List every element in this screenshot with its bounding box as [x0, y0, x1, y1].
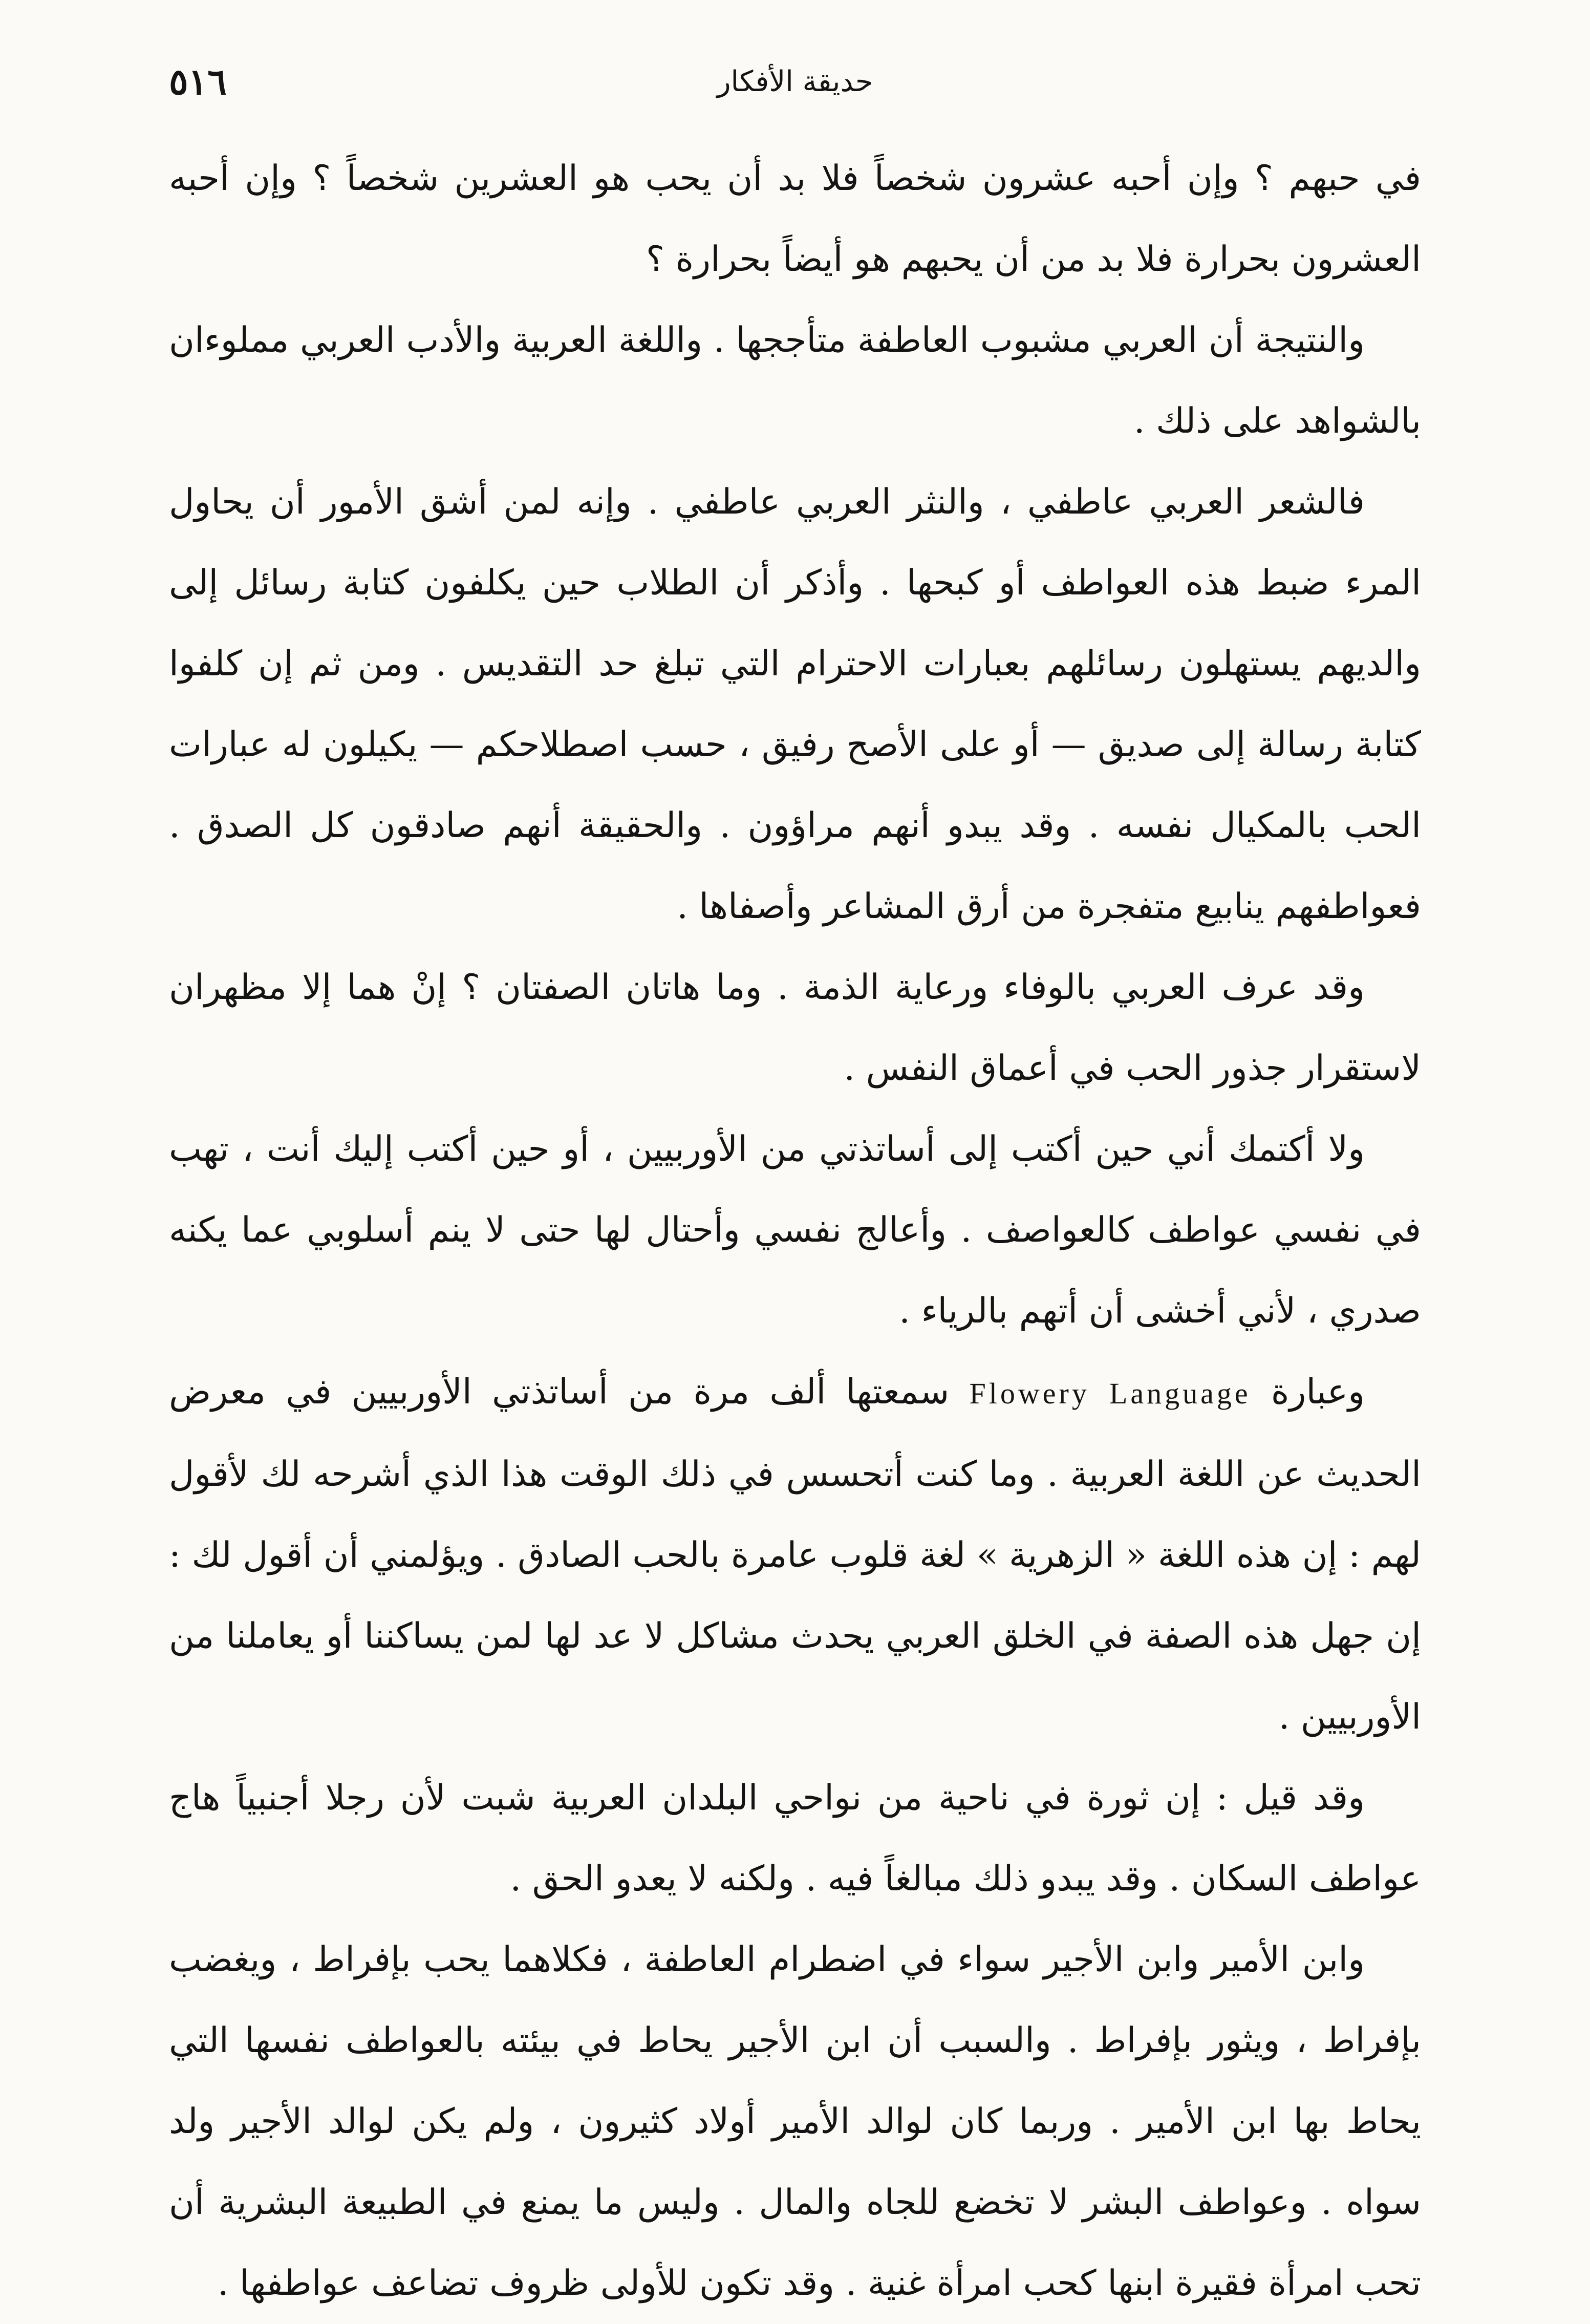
paragraph-3: فالشعر العربي عاطفي ، والنثر العربي عاطفي . وإنه لمن أشق الأمور أن يحاول المرء ضبط هذه العواطف أو كبحها . وأذكر أن الطلاب حين يكلفون كتابة رسائل إلى والديهم يستهلون رسائلهم بعبارات الاحترام التي تبلغ حد التقديس . ومن ثم إن كلفوا كتابة رسالة إلى صديق — أو على الأصح رفيق ، حسب اصطلاحكم — يكيلون له عبارات الحب بالمكيال نفسه . وقد يبدو أنهم مراؤون . والحقيقة أنهم صادقون كل الصدق . فعواطفهم ينابيع متفجرة من أرق المشاعر وأصفاها .	[169, 482, 1421, 927]
paragraph-6-lead: وعبارة	[1271, 1372, 1365, 1412]
body-text	[169, 138, 1421, 2324]
paragraph-4: وقد عرف العربي بالوفاء ورعاية الذمة . وما هاتان الصفتان ؟ إنْ هما إلا مظهران لاستقرار جذور الحب في أعماق النفس .	[169, 967, 1421, 1089]
latin-phrase: Flowery Language	[969, 1377, 1251, 1410]
running-title: حديقة الأفكار	[717, 65, 873, 98]
running-head	[169, 51, 1421, 113]
paragraph-6	[169, 1352, 1421, 1758]
paragraph-7: وقد قيل : إن ثورة في ناحية من نواحي البلدان العربية شبت لأن رجلا أجنبياً هاج عواطف السكان . وقد يبدو ذلك مبالغاً فيه . ولكنه لا يعدو الحق .	[169, 1778, 1421, 1899]
paragraph-2: والنتيجة أن العربي مشبوب العاطفة متأججها . واللغة العربية والأدب العربي مملوءان بالشواهد على ذلك .	[169, 320, 1421, 441]
paragraph-6-rest: سمعتها ألف مرة من أساتذتي الأوربيين في معرض الحديث عن اللغة العربية . وما كنت أتحسس في ذلك الوقت هذا الذي أشرحه لك لأقول لهم : إن هذه اللغة « الزهرية » لغة قلوب عامرة بالحب الصادق . ويؤلمني أن أقول لك : إن جهل هذه الصفة في الخلق العربي يحدث مشاكل لا عد لها لمن يساكننا أو يعاملنا من الأوربيين .	[169, 1372, 1422, 1737]
page-number: ٥١٦	[169, 60, 227, 103]
paragraph-5: ولا أكتمك أني حين أكتب إلى أساتذتي من الأوربيين ، أو حين أكتب إليك أنت ، تهب في نفسي عواطف كالعواصف . وأعالج نفسي وأحتال لها حتى لا ينم أسلوبي عما يكنه صدري ، لأني أخشى أن أتهم بالرياء .	[169, 1129, 1421, 1331]
paragraph-1: في حبهم ؟ وإن أحبه عشرون شخصاً فلا بد أن يحب هو العشرين شخصاً ؟ وإن أحبه العشرون بحرارة فلا بد من أن يحبهم هو أيضاً بحرارة ؟	[169, 158, 1421, 280]
paragraph-8: وابن الأمير وابن الأجير سواء في اضطرام العاطفة ، فكلاهما يحب بإفراط ، ويغضب بإفراط ، ويثور بإفراط . والسبب أن ابن الأجير يحاط في بيئته بالعواطف نفسها التي يحاط بها ابن الأمير . وربما كان لوالد الأمير أولاد كثيرون ، ولم يكن لوالد الأجير ولد سواه . وعواطف البشر لا تخضع للجاه والمال . وليس ما يمنع في الطبيعة البشرية أن تحب امرأة فقيرة ابنها كحب امرأة غنية . وقد تكون للأولى ظروف تضاعف عواطفها .	[169, 1939, 1421, 2304]
